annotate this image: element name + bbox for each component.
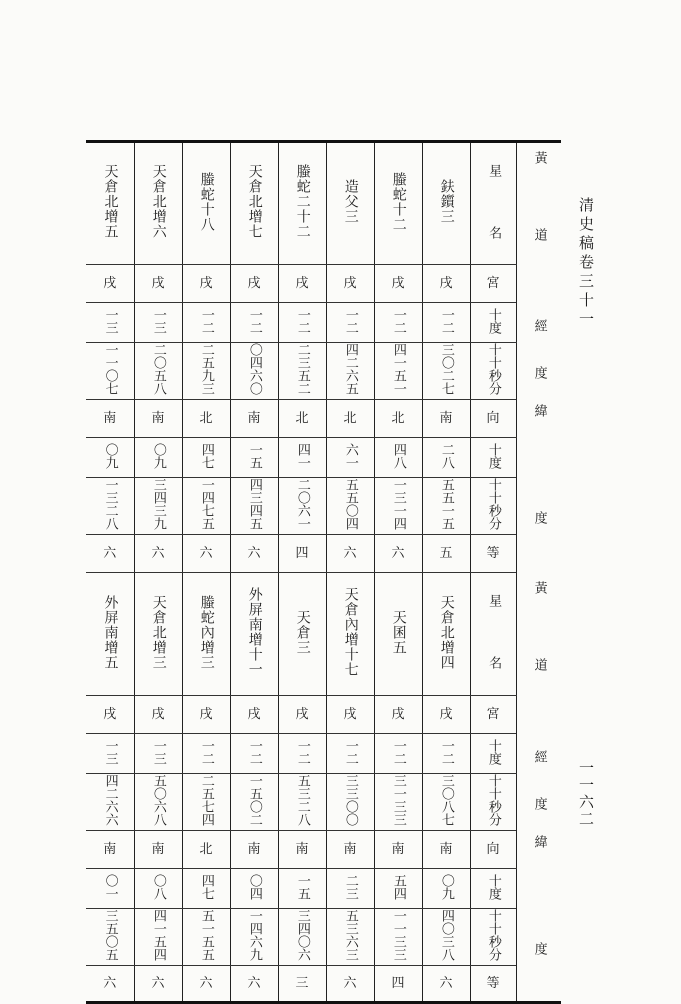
- header-star-label: 星: [486, 163, 502, 178]
- lat-minsec-cell: 一三一四: [390, 478, 406, 530]
- magnitude-cell: 六: [103, 546, 117, 561]
- direction-cell: 南: [247, 842, 261, 857]
- star-name: 天倉內增十七: [342, 587, 359, 677]
- header-degree-label: 十度: [485, 307, 501, 334]
- direction-cell: 北: [343, 411, 357, 426]
- palace-cell: 戌: [391, 707, 405, 722]
- palace-cell: 戌: [103, 707, 117, 722]
- lat-degree-cell: 四一: [294, 442, 310, 469]
- header-road: 道: [531, 228, 547, 241]
- direction-cell: 南: [439, 411, 453, 426]
- star-name: 天倉三: [294, 609, 311, 655]
- direction-cell: 南: [343, 842, 357, 857]
- lon-degree-cell: 一二: [342, 738, 358, 765]
- lat-degree-cell: 〇九: [102, 442, 118, 469]
- header-minsec-label: 十十秒分: [485, 909, 501, 961]
- header-direction-label: 向: [486, 411, 500, 426]
- direction-cell: 南: [151, 411, 165, 426]
- header-direction-label: 向: [486, 842, 500, 857]
- lon-degree-cell: 一三: [150, 738, 166, 765]
- star-name: 天倉北增五: [102, 164, 119, 239]
- star-name: 螣蛇十八: [198, 171, 215, 232]
- magnitude-cell: 六: [343, 976, 357, 991]
- magnitude-cell: 六: [247, 546, 261, 561]
- lat-minsec-cell: 一一三三: [390, 909, 406, 961]
- direction-cell: 南: [295, 842, 309, 857]
- header-magnitude-label: 等: [486, 976, 500, 991]
- star-name: 天倉北增三: [150, 594, 167, 670]
- magnitude-cell: 六: [439, 976, 453, 991]
- lat-minsec-cell: 五五一五: [438, 478, 454, 530]
- lat-minsec-cell: 五一五五: [198, 909, 214, 961]
- lat-minsec-cell: 一四六九: [246, 909, 262, 961]
- direction-cell: 北: [391, 411, 405, 426]
- header-ecliptic: 黃: [531, 580, 547, 594]
- lon-degree-cell: 一二: [198, 738, 214, 765]
- header-longitude: 經: [531, 319, 547, 332]
- lon-minsec-cell: 四二六五: [342, 343, 358, 395]
- palace-cell: 戌: [103, 276, 117, 291]
- header-degree-label: 十度: [485, 738, 501, 765]
- palace-cell: 戌: [199, 707, 213, 722]
- header-degree-label: 十度: [485, 873, 501, 900]
- header-longitude: 經: [531, 750, 547, 763]
- palace-cell: 戌: [295, 276, 309, 291]
- lon-degree-cell: 一二: [390, 738, 406, 765]
- header-minsec-label: 十十秒分: [485, 774, 501, 826]
- palace-cell: 戌: [439, 276, 453, 291]
- lon-minsec-cell: 一五〇二: [246, 774, 262, 826]
- palace-cell: 戌: [247, 276, 261, 291]
- star-name: 螣蛇內增三: [198, 594, 215, 670]
- lat-degree-cell: 五四: [390, 873, 406, 900]
- direction-cell: 南: [103, 411, 117, 426]
- lat-minsec-cell: 三四三九: [150, 478, 166, 530]
- star-name: 天倉北增六: [150, 164, 167, 239]
- magnitude-cell: 六: [391, 546, 405, 561]
- star-name: 天倉北增七: [246, 164, 263, 239]
- lon-minsec-cell: 三〇八七: [438, 774, 454, 826]
- lat-minsec-cell: 一三二八: [102, 478, 118, 530]
- header-name-label: 名: [486, 656, 502, 670]
- magnitude-cell: 六: [151, 546, 165, 561]
- lat-degree-cell: 〇九: [150, 442, 166, 469]
- magnitude-cell: 六: [199, 546, 213, 561]
- lon-minsec-cell: 四一五一: [390, 343, 406, 395]
- star-name: 鈇鑕三: [438, 179, 455, 224]
- lat-degree-cell: 〇八: [150, 873, 166, 900]
- lat-degree-cell: 四七: [198, 873, 214, 900]
- lat-minsec-cell: 四三四五: [246, 478, 262, 530]
- lon-degree-cell: 一二: [246, 738, 262, 765]
- magnitude-cell: 三: [295, 976, 309, 991]
- direction-cell: 北: [199, 842, 213, 857]
- lon-degree-cell: 一二: [294, 307, 310, 334]
- star-name: 造父三: [342, 179, 359, 224]
- palace-cell: 戌: [151, 276, 165, 291]
- lon-degree-cell: 一二: [294, 738, 310, 765]
- lat-degree-cell: 六一: [342, 442, 358, 469]
- header-minsec-label: 十十秒分: [485, 343, 501, 395]
- magnitude-cell: 六: [103, 976, 117, 991]
- lat-minsec-cell: 二〇六一: [294, 478, 310, 530]
- lon-degree-cell: 一三: [102, 307, 118, 334]
- header-latitude: 緯: [531, 834, 547, 848]
- magnitude-cell: 四: [391, 976, 405, 991]
- header-degree: 度: [531, 510, 547, 524]
- palace-cell: 戌: [343, 707, 357, 722]
- lon-minsec-cell: 二五九三: [198, 343, 214, 395]
- direction-cell: 北: [199, 411, 213, 426]
- lat-minsec-cell: 四一五四: [150, 909, 166, 961]
- lon-minsec-cell: 四二六六: [102, 774, 118, 826]
- lat-minsec-cell: 三四〇六: [294, 909, 310, 961]
- direction-cell: 南: [391, 842, 405, 857]
- header-road: 道: [531, 657, 547, 671]
- magnitude-cell: 六: [151, 976, 165, 991]
- star-name: 外屏南增十一: [246, 587, 263, 677]
- lat-minsec-cell: 一四七五: [198, 478, 214, 530]
- lat-minsec-cell: 五五〇四: [342, 478, 358, 530]
- lat-degree-cell: 一五: [294, 873, 310, 900]
- lon-minsec-cell: 〇四六〇: [246, 343, 262, 395]
- lon-minsec-cell: 三一三三: [390, 774, 406, 826]
- header-degree: 度: [531, 797, 547, 810]
- star-name: 天倉北增四: [438, 594, 455, 670]
- star-name: 螣蛇二十二: [294, 164, 311, 239]
- header-palace-label: 宮: [486, 707, 500, 722]
- lat-degree-cell: 四八: [390, 442, 406, 469]
- lon-minsec-cell: 一一〇七: [102, 343, 118, 395]
- lon-degree-cell: 一二: [198, 307, 214, 334]
- lat-degree-cell: 二三: [342, 873, 358, 900]
- header-minsec-label: 十十秒分: [485, 478, 501, 530]
- lon-minsec-cell: 二五七四: [198, 774, 214, 826]
- direction-cell: 南: [103, 842, 117, 857]
- magnitude-cell: 六: [343, 546, 357, 561]
- star-name: 天囷五: [390, 609, 407, 655]
- lon-degree-cell: 一三: [102, 738, 118, 765]
- magnitude-cell: 六: [199, 976, 213, 991]
- magnitude-cell: 四: [295, 546, 309, 561]
- header-latitude: 緯: [531, 403, 547, 417]
- palace-cell: 戌: [247, 707, 261, 722]
- lon-minsec-cell: 五三二八: [294, 774, 310, 826]
- lon-degree-cell: 一二: [246, 307, 262, 334]
- direction-cell: 南: [247, 411, 261, 426]
- lon-degree-cell: 一二: [438, 738, 454, 765]
- lon-degree-cell: 一二: [438, 307, 454, 334]
- header-degree-label: 十度: [485, 442, 501, 469]
- palace-cell: 戌: [439, 707, 453, 722]
- lat-minsec-cell: 五三六三: [342, 909, 358, 961]
- palace-cell: 戌: [343, 276, 357, 291]
- palace-cell: 戌: [295, 707, 309, 722]
- page-number: 一一六二: [577, 760, 595, 828]
- direction-cell: 南: [439, 842, 453, 857]
- star-name: 螣蛇十二: [390, 171, 407, 232]
- magnitude-cell: 五: [439, 546, 453, 561]
- header-degree: 度: [531, 366, 547, 379]
- lat-degree-cell: 二八: [438, 442, 454, 469]
- lat-degree-cell: 一五: [246, 442, 262, 469]
- magnitude-cell: 六: [247, 976, 261, 991]
- header-palace-label: 宮: [486, 276, 500, 291]
- lon-minsec-cell: 二〇五八: [150, 343, 166, 395]
- direction-cell: 北: [295, 411, 309, 426]
- lon-degree-cell: 一二: [390, 307, 406, 334]
- header-name-label: 名: [486, 225, 502, 240]
- palace-cell: 戌: [151, 707, 165, 722]
- lat-degree-cell: 四七: [198, 442, 214, 469]
- lat-minsec-cell: 四〇三八: [438, 909, 454, 961]
- lon-degree-cell: 一二: [342, 307, 358, 334]
- direction-cell: 南: [151, 842, 165, 857]
- running-head: 清史稿卷三十一: [577, 197, 595, 330]
- star-name: 外屏南增五: [102, 594, 119, 670]
- lat-degree-cell: 〇一: [102, 873, 118, 900]
- lon-minsec-cell: 三〇二七: [438, 343, 454, 395]
- lon-degree-cell: 一三: [150, 307, 166, 334]
- lon-minsec-cell: 五〇六八: [150, 774, 166, 826]
- lon-minsec-cell: 三三〇〇: [342, 774, 358, 826]
- star-catalog-table: [86, 140, 561, 1004]
- header-degree: 度: [531, 941, 547, 955]
- lat-minsec-cell: 三五〇五: [102, 909, 118, 961]
- palace-cell: 戌: [199, 276, 213, 291]
- lat-degree-cell: 〇九: [438, 873, 454, 900]
- lon-minsec-cell: 二三五二: [294, 343, 310, 395]
- header-magnitude-label: 等: [486, 546, 500, 561]
- header-ecliptic: 黃: [531, 151, 547, 164]
- header-star-label: 星: [486, 594, 502, 608]
- palace-cell: 戌: [391, 276, 405, 291]
- lat-degree-cell: 〇四: [246, 873, 262, 900]
